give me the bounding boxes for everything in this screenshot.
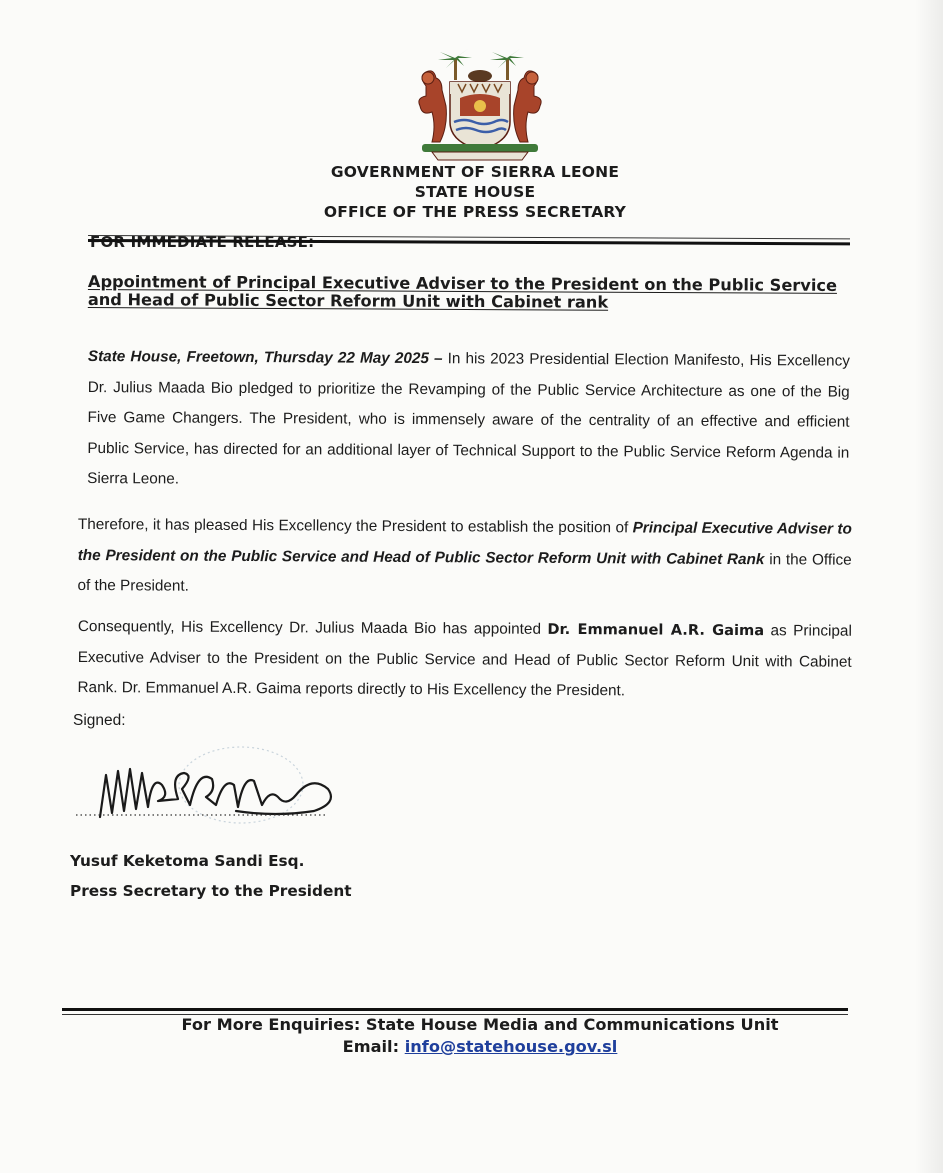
footer-enquiries: For More Enquiries: State House Media and Communications Unit — [181, 1015, 779, 1034]
palm-tree-left — [438, 49, 472, 80]
coat-of-arms-icon — [412, 46, 548, 162]
page-title: Appointment of Principal Executive Adviser to the President on the Public Service and Head of Public Sector Reform Unit with Cabinet rank — [87, 272, 838, 312]
signed-label: Signed: — [73, 712, 126, 729]
signer-name: Yusuf Keketoma Sandi Esq. — [70, 852, 305, 870]
footer-email-line — [100, 1036, 860, 1058]
palm-tree-right — [490, 49, 524, 80]
letterhead-state-house: STATE HOUSE — [414, 183, 536, 201]
position-title: Principal Executive Adviser to the President on the Public Service and Head of Public Sector Reform Unit with Cabinet Rank — [77, 519, 852, 568]
paragraph-3-text-a: Consequently, His Excellency Dr. Julius Maada Bio has appointed — [77, 617, 548, 638]
signer-title: Press Secretary to the President — [70, 882, 352, 900]
paragraph-2-text-a: Therefore, it has pleased His Excellency the President to establish the position of — [77, 515, 633, 537]
letterhead — [260, 162, 690, 222]
paragraph-3-text-b: as Principal Executive Adviser to the President on the Public Service and Head of Public Sector Reform Unit with Cabinet Rank. Dr. Emmanuel A.R. Gaima reports directly to His Excellency the President. — [77, 622, 852, 700]
dateline: State House, Freetown, Thursday 22 May 2025 – — [87, 347, 443, 368]
paragraph-2 — [77, 510, 852, 606]
letterhead-office: OFFICE OF THE PRESS SECRETARY — [323, 203, 627, 221]
footer — [100, 1014, 860, 1058]
footer-email-label: Email: — [342, 1037, 405, 1056]
letterhead-government: GOVERNMENT OF SIERRA LEONE — [330, 163, 620, 181]
page-edge-shadow — [915, 0, 943, 1173]
lion-left — [419, 71, 447, 142]
lion-right — [514, 71, 542, 142]
paragraph-2-text-b: in the Office of the President. — [77, 550, 852, 595]
appointee-name: Dr. Emmanuel A.R. Gaima — [547, 620, 765, 640]
paragraph-1-text: In his 2023 Presidential Election Manifesto, His Excellency Dr. Julius Maada Bio pledged to prioritize the Revamping of the Public Service Architecture as one of the Big Five Game Changers. The President, who is immensely aware of the centrality of an effective and efficient Public Service, has directed for an additional layer of Technical Support to the Public Service Reform Agenda in Sierra Leone. — [87, 350, 850, 488]
signature-icon — [66, 745, 356, 840]
signer-block — [70, 846, 352, 906]
paragraph-3 — [77, 612, 852, 708]
email-link[interactable]: info@statehouse.gov.sl — [404, 1037, 618, 1056]
paragraph-1 — [87, 342, 850, 499]
footer-divider — [62, 1008, 848, 1011]
shield — [450, 82, 510, 150]
